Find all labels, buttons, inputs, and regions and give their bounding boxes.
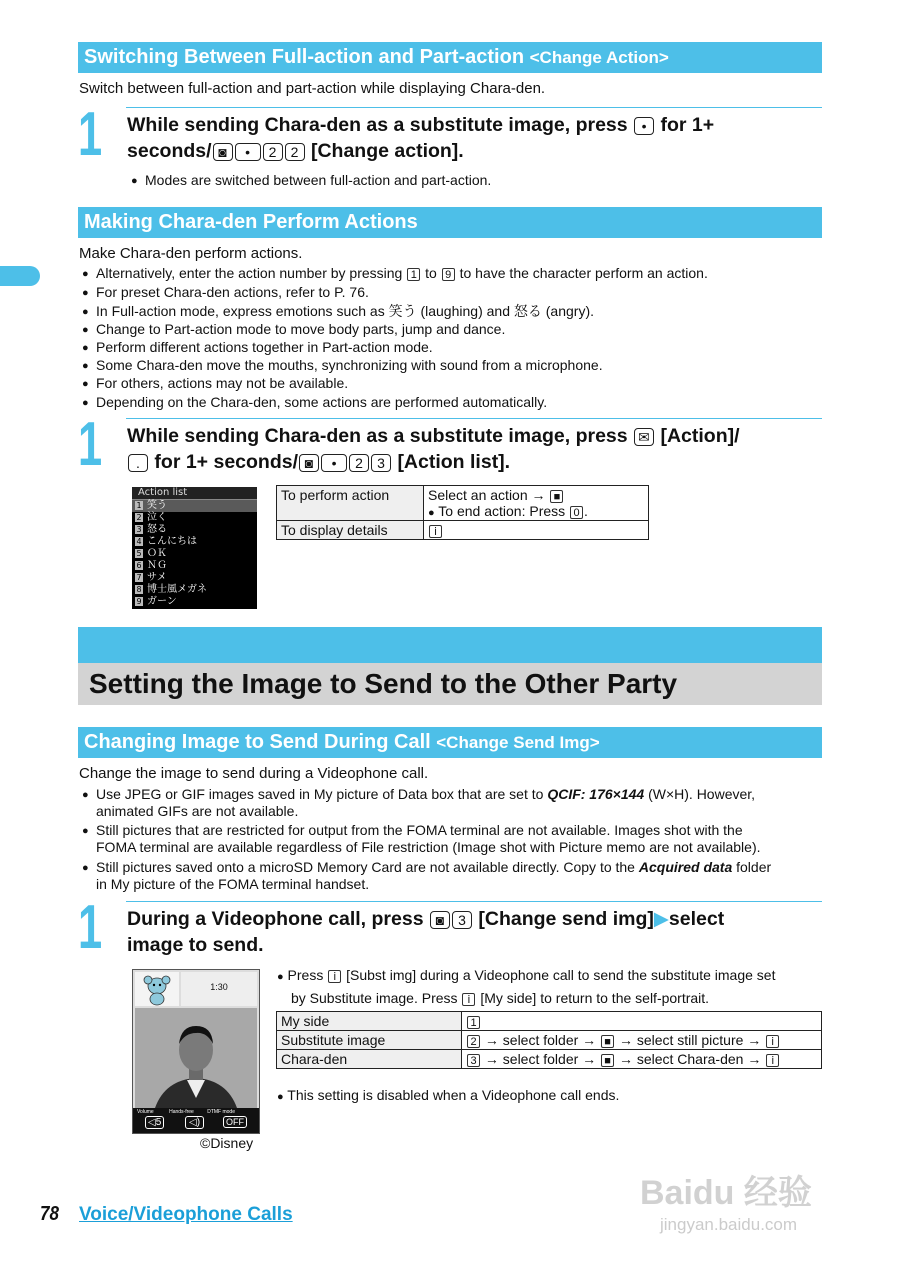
dtmf-off-button[interactable]: OFF [223,1116,247,1128]
step-text: for 1+ [660,114,715,136]
i-key-icon: ⅰ [429,525,442,538]
baidu-watermark: Baidu 经验 [640,1174,812,1212]
step-text: [Change action]. [310,140,464,162]
item-label: サメ [147,572,167,583]
divider [126,901,822,902]
mail-key-icon: ✉ [634,428,654,446]
screen-title: Action list [132,487,257,500]
item-label: ガーン [147,596,177,607]
i-key-icon: ⅰ [766,1054,779,1067]
videophone-screen [132,969,260,1134]
multi-key-icon: • [634,117,654,135]
table-label: Substitute image [277,1031,462,1050]
chapter-title: Setting the Image to Send to the Other Party [78,663,822,705]
bullet: ● Depending on the Chara-den, some actions are performed automatically. [82,394,547,411]
section-title: Switching Between Full-action and Part-action [84,46,525,68]
key-3: 3 [467,1054,480,1067]
section-intro: Change the image to send during a Videophone call. [79,765,429,782]
section-header-change-action [78,42,822,73]
step-text: While sending Chara-den as a substitute image, press [127,114,628,136]
key-2: 2 [349,454,369,472]
step-instruction [127,112,817,164]
hands-free-icon[interactable]: ◁) [185,1116,204,1129]
camera-key-icon: ◙ [299,454,319,472]
clear-key-icon: . [128,454,148,472]
step-instruction: While sending Chara-den as a substitute image, press ✉ [Action]/ . for 1+ seconds/ ◙ • 2 3 [Action list]. [127,425,740,473]
table-value: 2 → select folder → ■ → select still picture → ⅰ [462,1031,822,1050]
section-title: Changing Image to Send During Call [84,731,431,753]
item-label: 笑う [147,500,167,511]
page-number: 78 [40,1203,59,1225]
chapter-band [78,627,822,663]
bullet: ● Still pictures saved onto a microSD Memory Card are not available directly. Copy to the Acquired data folder in My picture of the FOMA terminal handset. [82,859,822,893]
action-list-item[interactable] [132,536,257,548]
item-number: 2 [136,513,142,522]
table-label: To perform action [277,486,424,521]
key-0: 0 [570,506,583,519]
self-portrait [135,1008,257,1108]
bullet: ● Some Chara-den move the mouths, synchronizing with sound from a microphone. [82,357,603,374]
key-2: 2 [285,143,305,161]
copyright: ©Disney [200,1135,254,1151]
send-image-table [276,1011,822,1069]
table-value: Select an action → ■ ● To end action: Press 0 . [424,486,649,521]
key-3: 3 [452,911,472,929]
bullet: ● For others, actions may not be available. [82,375,348,392]
section-header-change-send-img [78,727,822,758]
key-3: 3 [371,454,391,472]
item-number: 5 [136,549,142,558]
action-list-item[interactable] [132,584,257,596]
table-value [462,1012,822,1031]
table-label: My side [277,1012,462,1031]
item-number: 9 [136,597,142,606]
table-value: 3 → select folder → ■ → select Chara-den → ⅰ [462,1050,822,1069]
center-key-icon: ■ [550,490,563,503]
item-label: 博士風メガネ [147,584,207,595]
action-list-item[interactable] [132,524,257,536]
bullet: ● For preset Chara-den actions, refer to P. 76. [82,284,369,301]
item-number: 4 [136,537,142,546]
note-bullet: ● Press ⅰ [Subst img] during a Videophone call to send the substitute image set by Substitute image. Press ⅰ [My side] to return to the self-portrait. [277,967,776,1006]
section-intro: Make Chara-den perform actions. [79,245,303,262]
bullet: ● Perform different actions together in Part-action mode. [82,339,433,356]
table-label: Chara-den [277,1050,462,1069]
divider [126,107,822,108]
section-intro: Switch between full-action and part-action while displaying Chara-den. [79,80,546,97]
i-key-icon: ⅰ [328,970,341,983]
note-bullet: ● This setting is disabled when a Videophone call ends. [277,1087,620,1103]
item-number: 3 [136,525,142,534]
note-bullet: ● Modes are switched between full-action and part-action. [131,172,491,189]
item-number: 6 [136,561,142,570]
action-list [132,500,257,608]
step-number: 1 [78,893,103,962]
i-key-icon: ⅰ [462,993,475,1006]
action-list-item[interactable] [132,500,257,512]
camera-key-icon: ◙ [213,143,233,161]
key-1: 1 [467,1016,480,1029]
volume-button[interactable]: ◁5 [145,1116,164,1129]
action-list-item[interactable] [132,512,257,524]
table-value [424,521,649,540]
table-label: To display details [277,521,424,540]
bullet: ● Change to Part-action mode to move body parts, jump and dance. [82,321,505,338]
bullet: ● Use JPEG or GIF images saved in My picture of Data box that are set to QCIF: 176×144 (W×H). However, animated GIFs are not available. [82,786,812,820]
videophone-softkeys: Volume Hands-free DTMF mode ◁5 ◁) OFF [133,1108,259,1133]
key-2: 2 [263,143,283,161]
bullet: ● Still pictures that are restricted for output from the FOMA terminal are not available. Images shot with the FOMA terminal are available regardless of File restriction (Image shot with Picture memo are not available). [82,822,822,856]
section-header-perform-actions [78,207,822,238]
section-title: Making Chara-den Perform Actions [84,211,418,233]
item-label: ＮＧ [147,560,167,571]
arrow-right-icon: ▶ [653,908,669,930]
item-label: こんにちは [147,536,197,547]
action-list-item[interactable] [132,548,257,560]
step-number: 1 [78,410,103,479]
action-table [276,485,649,540]
action-list-item[interactable] [132,596,257,608]
item-label: ＯＫ [147,548,167,559]
divider [126,418,822,419]
baidu-watermark-url: jingyan.baidu.com [660,1215,798,1234]
step-text: seconds/ [127,140,212,162]
step-instruction: During a Videophone call, press ◙ 3 [Change send img]▶select image to send. [127,908,725,956]
character-thumbnail [135,972,179,1006]
item-label: 泣く [147,512,167,523]
menu-key-icon: • [321,454,347,472]
camera-key-icon: ◙ [430,911,450,929]
action-list-item[interactable] [132,572,257,584]
step-number: 1 [78,100,103,169]
bullet: ● In Full-action mode, express emotions such as 笑う (laughing) and 怒る (angry). [82,303,594,320]
key-9: 9 [442,268,455,281]
center-key-icon: ■ [601,1035,614,1048]
action-list-item[interactable] [132,560,257,572]
footer-chapter-link[interactable]: Voice/Videophone Calls [79,1204,293,1225]
menu-key-icon: • [235,143,261,161]
item-number: 1 [136,501,142,510]
section-tag: <Change Action> [529,48,669,67]
chapter-side-tab [0,266,40,286]
action-list-screen [132,487,257,609]
item-number: 8 [136,585,142,594]
call-timer: 1:30 [181,972,257,1006]
key-1: 1 [407,268,420,281]
item-label: 怒る [147,524,167,535]
key-2: 2 [467,1035,480,1048]
item-number: 7 [136,573,142,582]
bullet: ● Alternatively, enter the action number by pressing 1 to 9 to have the character perform an action. [82,265,708,282]
i-key-icon: ⅰ [766,1035,779,1048]
section-tag: <Change Send Img> [436,733,600,752]
center-key-icon: ■ [601,1054,614,1067]
